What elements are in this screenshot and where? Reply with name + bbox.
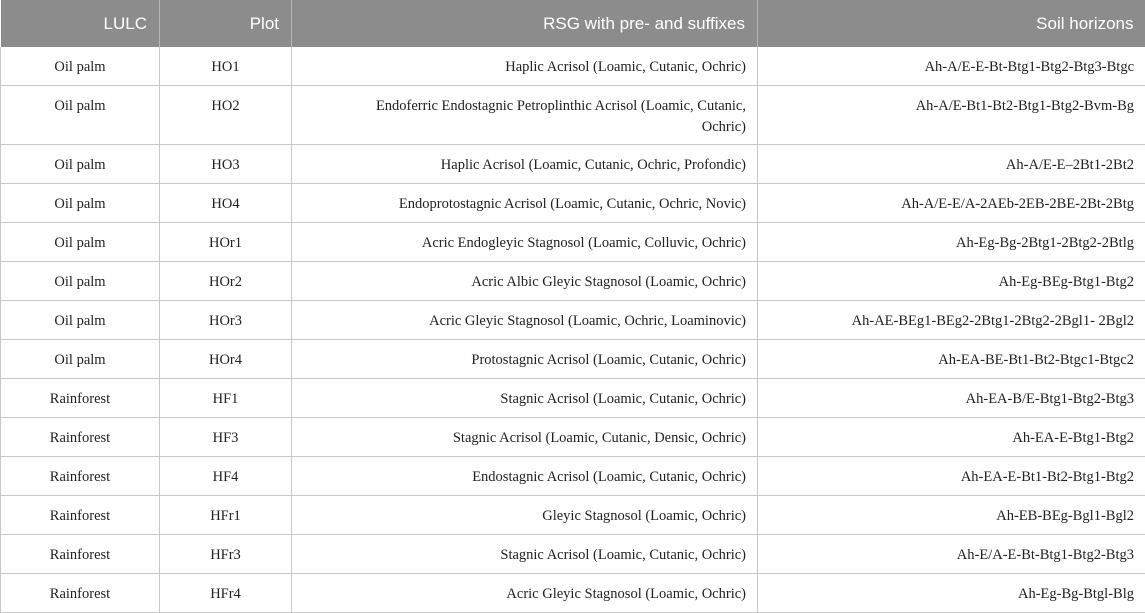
cell-lulc: Oil palm (1, 145, 160, 184)
table-row (1, 496, 1145, 535)
cell-lulc: Rainforest (1, 457, 160, 496)
cell-plot: HO2 (160, 86, 292, 145)
cell-horizons: Ah-Eg-Bg-2Btg1-2Btg2-2Btlg (758, 223, 1145, 262)
cell-plot: HOr1 (160, 223, 292, 262)
cell-rsg: Acric Gleyic Stagnosol (Loamic, Ochric, Loaminovic) (292, 301, 758, 340)
cell-rsg: Stagnic Acrisol (Loamic, Cutanic, Densic, Ochric) (292, 418, 758, 457)
table-row (1, 574, 1145, 613)
cell-horizons: Ah-AE-BEg1-BEg2-2Btg1-2Btg2-2Bgl1- 2Bgl2 (758, 301, 1145, 340)
table-row (1, 457, 1145, 496)
cell-horizons: Ah-EB-BEg-Bgl1-Bgl2 (758, 496, 1145, 535)
cell-plot: HO4 (160, 184, 292, 223)
cell-rsg: Acric Gleyic Stagnosol (Loamic, Ochric) (292, 574, 758, 613)
cell-rsg: Acric Endogleyic Stagnosol (Loamic, Colluvic, Ochric) (292, 223, 758, 262)
header-row (1, 0, 1145, 47)
table-row (1, 301, 1145, 340)
cell-horizons: Ah-Eg-BEg-Btg1-Btg2 (758, 262, 1145, 301)
cell-horizons: Ah-A/E-Bt1-Bt2-Btg1-Btg2-Bvm-Bg (758, 86, 1145, 145)
cell-horizons: Ah-EA-E-Bt1-Bt2-Btg1-Btg2 (758, 457, 1145, 496)
cell-plot: HOr3 (160, 301, 292, 340)
cell-lulc: Oil palm (1, 301, 160, 340)
cell-horizons: Ah-A/E-E-Bt-Btg1-Btg2-Btg3-Btgc (758, 47, 1145, 86)
cell-rsg: Stagnic Acrisol (Loamic, Cutanic, Ochric) (292, 535, 758, 574)
cell-lulc: Rainforest (1, 418, 160, 457)
cell-lulc: Rainforest (1, 535, 160, 574)
cell-lulc: Oil palm (1, 262, 160, 301)
cell-plot: HFr4 (160, 574, 292, 613)
cell-lulc: Oil palm (1, 340, 160, 379)
cell-rsg: Gleyic Stagnosol (Loamic, Ochric) (292, 496, 758, 535)
header-rsg: RSG with pre- and suffixes (292, 0, 758, 47)
table-row (1, 535, 1145, 574)
cell-rsg-line1: Endoferric Endostagnic Petroplinthic Acrisol (Loamic, Cutanic, (376, 98, 746, 114)
header-plot: Plot (160, 0, 292, 47)
table-row (1, 223, 1145, 262)
cell-plot: HF4 (160, 457, 292, 496)
table-row (1, 47, 1145, 86)
cell-plot: HF1 (160, 379, 292, 418)
cell-horizons: Ah-EA-E-Btg1-Btg2 (758, 418, 1145, 457)
cell-horizons: Ah-EA-BE-Bt1-Bt2-Btgc1-Btgc2 (758, 340, 1145, 379)
cell-rsg: Haplic Acrisol (Loamic, Cutanic, Ochric, Profondic) (292, 145, 758, 184)
table-row (1, 379, 1145, 418)
cell-plot: HFr1 (160, 496, 292, 535)
cell-lulc: Rainforest (1, 574, 160, 613)
cell-rsg (292, 86, 758, 145)
cell-horizons: Ah-A/E-E/A-2AEb-2EB-2BE-2Bt-2Btg (758, 184, 1145, 223)
cell-lulc: Rainforest (1, 379, 160, 418)
cell-plot: HF3 (160, 418, 292, 457)
table-row (1, 86, 1145, 145)
cell-rsg: Stagnic Acrisol (Loamic, Cutanic, Ochric) (292, 379, 758, 418)
header-soil-horizons: Soil horizons (758, 0, 1145, 47)
cell-lulc: Rainforest (1, 496, 160, 535)
cell-horizons: Ah-Eg-Bg-Btgl-Blg (758, 574, 1145, 613)
table-row (1, 145, 1145, 184)
cell-rsg: Endostagnic Acrisol (Loamic, Cutanic, Ochric) (292, 457, 758, 496)
table-row (1, 340, 1145, 379)
cell-lulc: Oil palm (1, 86, 160, 145)
cell-plot: HOr4 (160, 340, 292, 379)
cell-plot: HOr2 (160, 262, 292, 301)
cell-lulc: Oil palm (1, 184, 160, 223)
cell-plot: HO3 (160, 145, 292, 184)
cell-lulc: Oil palm (1, 47, 160, 86)
cell-horizons: Ah-EA-B/E-Btg1-Btg2-Btg3 (758, 379, 1145, 418)
table-row (1, 184, 1145, 223)
cell-rsg: Protostagnic Acrisol (Loamic, Cutanic, Ochric) (292, 340, 758, 379)
table-row (1, 262, 1145, 301)
cell-horizons: Ah-A/E-E–2Bt1-2Bt2 (758, 145, 1145, 184)
cell-rsg: Haplic Acrisol (Loamic, Cutanic, Ochric) (292, 47, 758, 86)
table-row (1, 418, 1145, 457)
cell-rsg-line2: Ochric) (702, 119, 746, 135)
cell-lulc: Oil palm (1, 223, 160, 262)
cell-horizons: Ah-E/A-E-Bt-Btg1-Btg2-Btg3 (758, 535, 1145, 574)
cell-plot: HFr3 (160, 535, 292, 574)
cell-plot: HO1 (160, 47, 292, 86)
cell-rsg: Endoprotostagnic Acrisol (Loamic, Cutanic, Ochric, Novic) (292, 184, 758, 223)
cell-rsg: Acric Albic Gleyic Stagnosol (Loamic, Ochric) (292, 262, 758, 301)
header-lulc: LULC (1, 0, 160, 47)
